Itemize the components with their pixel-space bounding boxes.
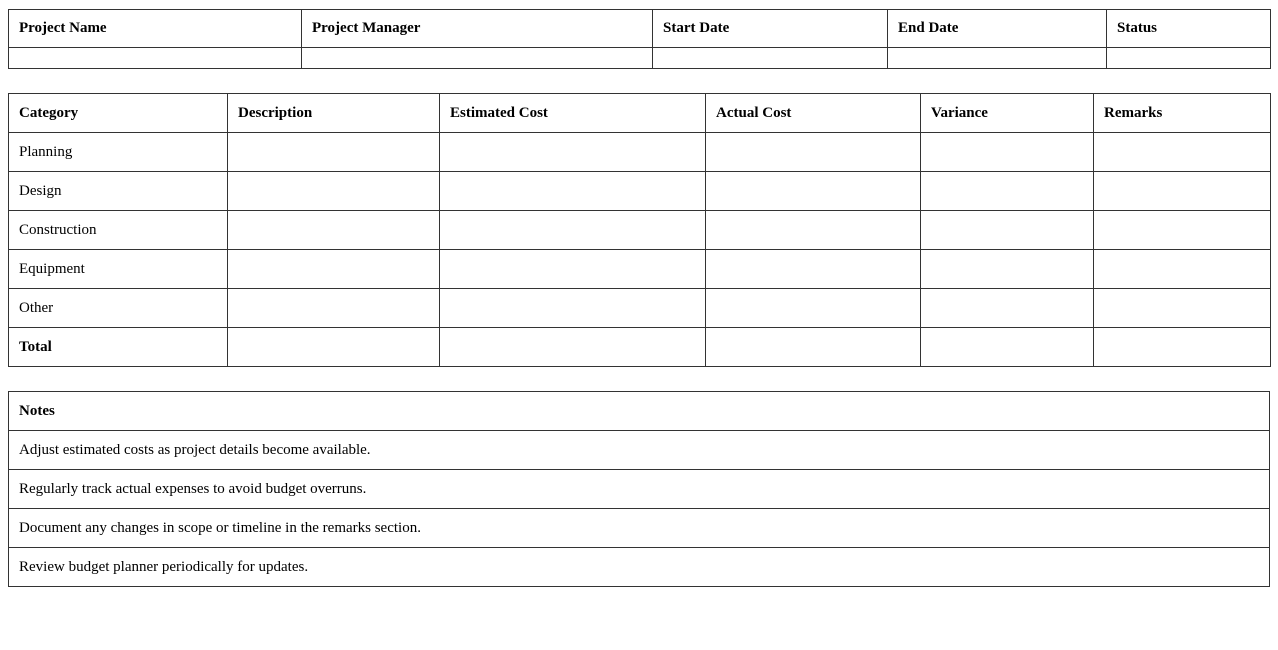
project-info-header-row <box>9 10 1271 48</box>
end-date-cell[interactable] <box>888 48 1107 69</box>
header-project-manager: Project Manager <box>302 10 653 48</box>
variance-cell[interactable] <box>921 289 1094 328</box>
header-remarks: Remarks <box>1094 94 1271 133</box>
description-cell[interactable] <box>228 328 440 367</box>
note-row <box>9 470 1270 509</box>
budget-table <box>8 93 1271 367</box>
description-cell[interactable] <box>228 211 440 250</box>
header-variance: Variance <box>921 94 1094 133</box>
note-item: Regularly track actual expenses to avoid budget overruns. <box>9 470 1270 509</box>
note-item: Adjust estimated costs as project details become available. <box>9 431 1270 470</box>
estimated-cost-cell[interactable] <box>440 133 706 172</box>
total-row <box>9 328 1271 367</box>
variance-total-cell[interactable] <box>921 328 1094 367</box>
variance-cell[interactable] <box>921 133 1094 172</box>
actual-cost-cell[interactable] <box>706 172 921 211</box>
category-cell: Construction <box>9 211 228 250</box>
category-cell: Other <box>9 289 228 328</box>
project-info-table <box>8 9 1271 69</box>
actual-cost-cell[interactable] <box>706 289 921 328</box>
note-row <box>9 509 1270 548</box>
note-row <box>9 431 1270 470</box>
table-row <box>9 211 1271 250</box>
estimated-cost-cell[interactable] <box>440 289 706 328</box>
header-description: Description <box>228 94 440 133</box>
remarks-cell[interactable] <box>1094 211 1271 250</box>
category-cell: Equipment <box>9 250 228 289</box>
category-cell: Planning <box>9 133 228 172</box>
actual-cost-total-cell[interactable] <box>706 328 921 367</box>
actual-cost-cell[interactable] <box>706 250 921 289</box>
category-cell: Design <box>9 172 228 211</box>
header-end-date: End Date <box>888 10 1107 48</box>
notes-header-row <box>9 392 1270 431</box>
header-project-name: Project Name <box>9 10 302 48</box>
table-row <box>9 172 1271 211</box>
estimated-cost-cell[interactable] <box>440 211 706 250</box>
remarks-cell[interactable] <box>1094 328 1271 367</box>
project-info-value-row <box>9 48 1271 69</box>
remarks-cell[interactable] <box>1094 133 1271 172</box>
description-cell[interactable] <box>228 172 440 211</box>
header-estimated-cost: Estimated Cost <box>440 94 706 133</box>
start-date-cell[interactable] <box>653 48 888 69</box>
variance-cell[interactable] <box>921 211 1094 250</box>
table-row <box>9 250 1271 289</box>
header-status: Status <box>1107 10 1271 48</box>
description-cell[interactable] <box>228 133 440 172</box>
description-cell[interactable] <box>228 289 440 328</box>
actual-cost-cell[interactable] <box>706 133 921 172</box>
remarks-cell[interactable] <box>1094 172 1271 211</box>
estimated-cost-cell[interactable] <box>440 250 706 289</box>
table-row <box>9 133 1271 172</box>
budget-header-row <box>9 94 1271 133</box>
notes-header: Notes <box>9 392 1270 431</box>
actual-cost-cell[interactable] <box>706 211 921 250</box>
variance-cell[interactable] <box>921 250 1094 289</box>
header-start-date: Start Date <box>653 10 888 48</box>
description-cell[interactable] <box>228 250 440 289</box>
header-category: Category <box>9 94 228 133</box>
notes-table <box>8 391 1270 587</box>
estimated-cost-cell[interactable] <box>440 172 706 211</box>
estimated-cost-total-cell[interactable] <box>440 328 706 367</box>
total-label: Total <box>9 328 228 367</box>
table-row <box>9 289 1271 328</box>
header-actual-cost: Actual Cost <box>706 94 921 133</box>
project-manager-cell[interactable] <box>302 48 653 69</box>
remarks-cell[interactable] <box>1094 289 1271 328</box>
note-item: Review budget planner periodically for updates. <box>9 548 1270 587</box>
status-cell[interactable] <box>1107 48 1271 69</box>
note-item: Document any changes in scope or timeline in the remarks section. <box>9 509 1270 548</box>
remarks-cell[interactable] <box>1094 250 1271 289</box>
project-name-cell[interactable] <box>9 48 302 69</box>
note-row <box>9 548 1270 587</box>
variance-cell[interactable] <box>921 172 1094 211</box>
